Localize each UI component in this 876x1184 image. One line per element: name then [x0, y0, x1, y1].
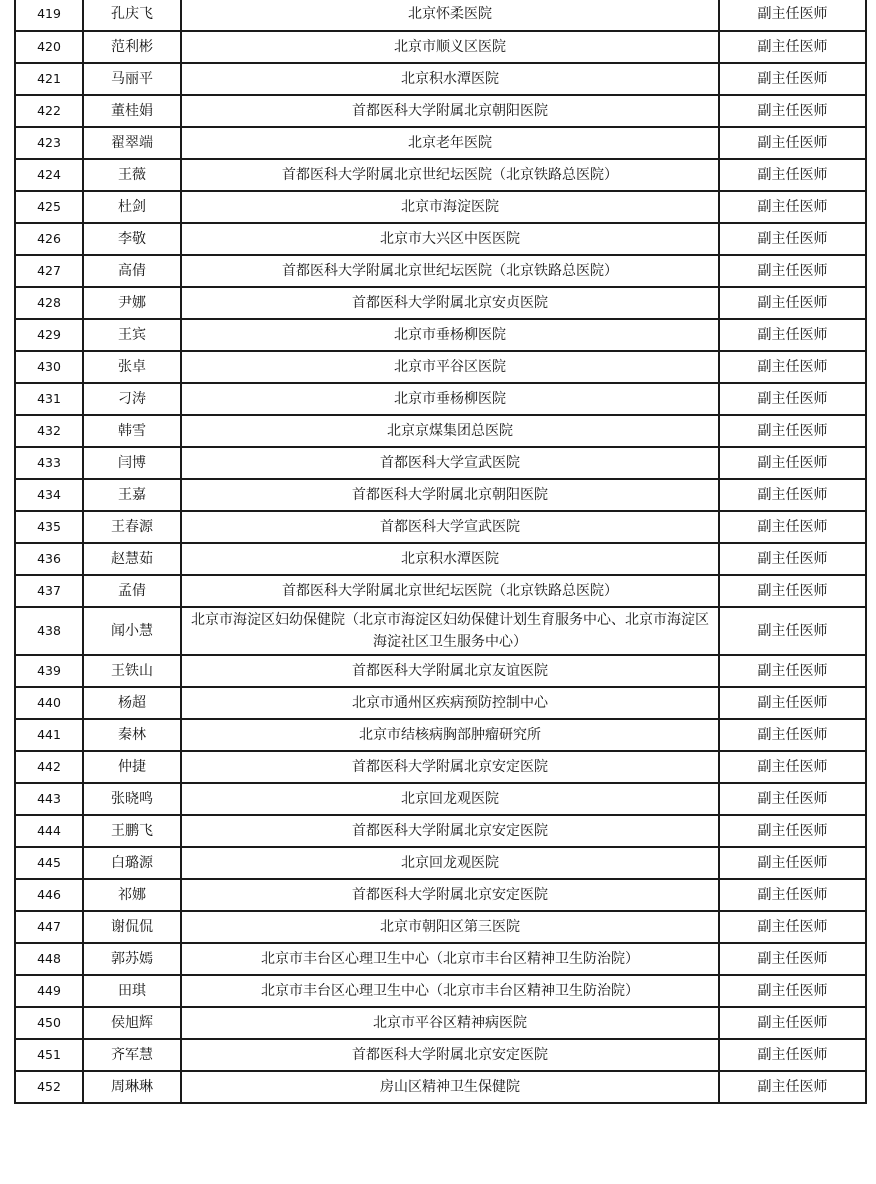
job-title-cell: 副主任医师	[719, 319, 866, 351]
roster-table	[14, 0, 867, 1104]
row-number-cell: 437	[15, 575, 83, 607]
row-number-cell: 440	[15, 687, 83, 719]
table-row	[15, 783, 866, 815]
person-name-cell: 高倩	[83, 255, 181, 287]
job-title-cell: 副主任医师	[719, 415, 866, 447]
job-title-cell: 副主任医师	[719, 575, 866, 607]
job-title-cell: 副主任医师	[719, 751, 866, 783]
institution-cell: 北京市顺义区医院	[181, 31, 719, 63]
row-number-cell: 438	[15, 607, 83, 655]
institution-cell: 北京市垂杨柳医院	[181, 383, 719, 415]
table-row	[15, 63, 866, 95]
row-number-cell: 436	[15, 543, 83, 575]
institution-cell: 北京市丰台区心理卫生中心（北京市丰台区精神卫生防治院）	[181, 943, 719, 975]
table-row	[15, 911, 866, 943]
job-title-cell: 副主任医师	[719, 191, 866, 223]
row-number-cell: 447	[15, 911, 83, 943]
job-title-cell: 副主任医师	[719, 511, 866, 543]
job-title-cell: 副主任医师	[719, 943, 866, 975]
table-row	[15, 383, 866, 415]
person-name-cell: 王春源	[83, 511, 181, 543]
job-title-cell: 副主任医师	[719, 159, 866, 191]
institution-cell: 北京市海淀医院	[181, 191, 719, 223]
row-number-cell: 428	[15, 287, 83, 319]
institution-cell: 北京积水潭医院	[181, 63, 719, 95]
table-row	[15, 607, 866, 655]
person-name-cell: 赵慧茹	[83, 543, 181, 575]
row-number-cell: 445	[15, 847, 83, 879]
institution-cell: 北京京煤集团总医院	[181, 415, 719, 447]
job-title-cell: 副主任医师	[719, 447, 866, 479]
row-number-cell: 441	[15, 719, 83, 751]
job-title-cell: 副主任医师	[719, 607, 866, 655]
row-number-cell: 451	[15, 1039, 83, 1071]
table-row	[15, 31, 866, 63]
job-title-cell: 副主任医师	[719, 783, 866, 815]
job-title-cell: 副主任医师	[719, 287, 866, 319]
job-title-cell: 副主任医师	[719, 1007, 866, 1039]
person-name-cell: 田琪	[83, 975, 181, 1007]
job-title-cell: 副主任医师	[719, 1039, 866, 1071]
job-title-cell: 副主任医师	[719, 1071, 866, 1103]
institution-cell: 北京市平谷区精神病医院	[181, 1007, 719, 1039]
table-row	[15, 975, 866, 1007]
table-row	[15, 415, 866, 447]
table-row	[15, 127, 866, 159]
institution-cell: 北京市丰台区心理卫生中心（北京市丰台区精神卫生防治院）	[181, 975, 719, 1007]
institution-cell: 首都医科大学附属北京友谊医院	[181, 655, 719, 687]
person-name-cell: 张晓鸣	[83, 783, 181, 815]
institution-cell: 北京市通州区疾病预防控制中心	[181, 687, 719, 719]
job-title-cell: 副主任医师	[719, 975, 866, 1007]
table-row	[15, 447, 866, 479]
row-number-cell: 427	[15, 255, 83, 287]
row-number-cell: 426	[15, 223, 83, 255]
table-row	[15, 543, 866, 575]
institution-cell: 首都医科大学宣武医院	[181, 511, 719, 543]
row-number-cell: 434	[15, 479, 83, 511]
institution-cell: 首都医科大学宣武医院	[181, 447, 719, 479]
job-title-cell: 副主任医师	[719, 719, 866, 751]
row-number-cell: 421	[15, 63, 83, 95]
row-number-cell: 424	[15, 159, 83, 191]
institution-cell: 首都医科大学附属北京安定医院	[181, 815, 719, 847]
table-row	[15, 943, 866, 975]
person-name-cell: 闻小慧	[83, 607, 181, 655]
table-row	[15, 1039, 866, 1071]
table-row	[15, 159, 866, 191]
institution-cell: 首都医科大学附属北京世纪坛医院（北京铁路总医院）	[181, 159, 719, 191]
row-number-cell: 430	[15, 351, 83, 383]
row-number-cell: 423	[15, 127, 83, 159]
job-title-cell: 副主任医师	[719, 223, 866, 255]
row-number-cell: 419	[15, 0, 83, 31]
row-number-cell: 442	[15, 751, 83, 783]
table-row	[15, 479, 866, 511]
institution-cell: 北京市平谷区医院	[181, 351, 719, 383]
person-name-cell: 李敬	[83, 223, 181, 255]
person-name-cell: 周琳琳	[83, 1071, 181, 1103]
row-number-cell: 425	[15, 191, 83, 223]
person-name-cell: 王宾	[83, 319, 181, 351]
job-title-cell: 副主任医师	[719, 95, 866, 127]
row-number-cell: 435	[15, 511, 83, 543]
job-title-cell: 副主任医师	[719, 879, 866, 911]
job-title-cell: 副主任医师	[719, 911, 866, 943]
row-number-cell: 429	[15, 319, 83, 351]
row-number-cell: 439	[15, 655, 83, 687]
person-name-cell: 祁娜	[83, 879, 181, 911]
person-name-cell: 董桂娟	[83, 95, 181, 127]
table-row	[15, 511, 866, 543]
institution-cell: 首都医科大学附属北京世纪坛医院（北京铁路总医院）	[181, 255, 719, 287]
row-number-cell: 431	[15, 383, 83, 415]
person-name-cell: 侯旭辉	[83, 1007, 181, 1039]
person-name-cell: 尹娜	[83, 287, 181, 319]
job-title-cell: 副主任医师	[719, 31, 866, 63]
person-name-cell: 杨超	[83, 687, 181, 719]
institution-cell: 北京市结核病胸部肿瘤研究所	[181, 719, 719, 751]
institution-cell: 首都医科大学附属北京安定医院	[181, 879, 719, 911]
institution-cell: 北京市朝阳区第三医院	[181, 911, 719, 943]
institution-cell: 北京回龙观医院	[181, 783, 719, 815]
job-title-cell: 副主任医师	[719, 127, 866, 159]
institution-cell: 首都医科大学附属北京世纪坛医院（北京铁路总医院）	[181, 575, 719, 607]
job-title-cell: 副主任医师	[719, 0, 866, 31]
institution-cell: 北京积水潭医院	[181, 543, 719, 575]
institution-cell: 房山区精神卫生保健院	[181, 1071, 719, 1103]
table-row	[15, 287, 866, 319]
person-name-cell: 闫博	[83, 447, 181, 479]
person-name-cell: 刁涛	[83, 383, 181, 415]
job-title-cell: 副主任医师	[719, 543, 866, 575]
person-name-cell: 翟翠端	[83, 127, 181, 159]
institution-cell: 首都医科大学附属北京安定医院	[181, 751, 719, 783]
institution-cell: 首都医科大学附属北京朝阳医院	[181, 95, 719, 127]
row-number-cell: 450	[15, 1007, 83, 1039]
job-title-cell: 副主任医师	[719, 255, 866, 287]
row-number-cell: 452	[15, 1071, 83, 1103]
table-row	[15, 687, 866, 719]
person-name-cell: 孟倩	[83, 575, 181, 607]
person-name-cell: 范利彬	[83, 31, 181, 63]
table-row	[15, 1071, 866, 1103]
table-row	[15, 0, 866, 31]
table-row	[15, 847, 866, 879]
person-name-cell: 谢侃侃	[83, 911, 181, 943]
person-name-cell: 郭苏嫣	[83, 943, 181, 975]
person-name-cell: 马丽平	[83, 63, 181, 95]
table-row	[15, 95, 866, 127]
document-page	[14, 0, 866, 1104]
person-name-cell: 秦林	[83, 719, 181, 751]
job-title-cell: 副主任医师	[719, 655, 866, 687]
institution-cell: 北京老年医院	[181, 127, 719, 159]
job-title-cell: 副主任医师	[719, 63, 866, 95]
institution-cell: 北京回龙观医院	[181, 847, 719, 879]
table-row	[15, 815, 866, 847]
institution-cell: 北京怀柔医院	[181, 0, 719, 31]
institution-cell: 北京市海淀区妇幼保健院（北京市海淀区妇幼保健计划生育服务中心、北京市海淀区海淀社区卫生服务中心）	[181, 607, 719, 655]
person-name-cell: 孔庆飞	[83, 0, 181, 31]
job-title-cell: 副主任医师	[719, 383, 866, 415]
row-number-cell: 422	[15, 95, 83, 127]
table-row	[15, 751, 866, 783]
table-row	[15, 255, 866, 287]
job-title-cell: 副主任医师	[719, 479, 866, 511]
person-name-cell: 仲捷	[83, 751, 181, 783]
person-name-cell: 王嘉	[83, 479, 181, 511]
table-row	[15, 655, 866, 687]
person-name-cell: 张卓	[83, 351, 181, 383]
table-row	[15, 351, 866, 383]
row-number-cell: 420	[15, 31, 83, 63]
table-row	[15, 191, 866, 223]
row-number-cell: 433	[15, 447, 83, 479]
table-row	[15, 1007, 866, 1039]
job-title-cell: 副主任医师	[719, 847, 866, 879]
person-name-cell: 王铁山	[83, 655, 181, 687]
person-name-cell: 白璐源	[83, 847, 181, 879]
person-name-cell: 齐军慧	[83, 1039, 181, 1071]
person-name-cell: 杜剑	[83, 191, 181, 223]
row-number-cell: 448	[15, 943, 83, 975]
row-number-cell: 432	[15, 415, 83, 447]
row-number-cell: 444	[15, 815, 83, 847]
table-row	[15, 879, 866, 911]
job-title-cell: 副主任医师	[719, 687, 866, 719]
institution-cell: 首都医科大学附属北京朝阳医院	[181, 479, 719, 511]
table-row	[15, 575, 866, 607]
institution-cell: 北京市大兴区中医医院	[181, 223, 719, 255]
row-number-cell: 443	[15, 783, 83, 815]
table-row	[15, 319, 866, 351]
institution-cell: 首都医科大学附属北京安定医院	[181, 1039, 719, 1071]
institution-cell: 北京市垂杨柳医院	[181, 319, 719, 351]
table-row	[15, 719, 866, 751]
institution-cell: 首都医科大学附属北京安贞医院	[181, 287, 719, 319]
person-name-cell: 韩雪	[83, 415, 181, 447]
table-row	[15, 223, 866, 255]
job-title-cell: 副主任医师	[719, 815, 866, 847]
roster-table-body	[15, 0, 866, 1103]
job-title-cell: 副主任医师	[719, 351, 866, 383]
person-name-cell: 王薇	[83, 159, 181, 191]
person-name-cell: 王鹏飞	[83, 815, 181, 847]
row-number-cell: 446	[15, 879, 83, 911]
row-number-cell: 449	[15, 975, 83, 1007]
